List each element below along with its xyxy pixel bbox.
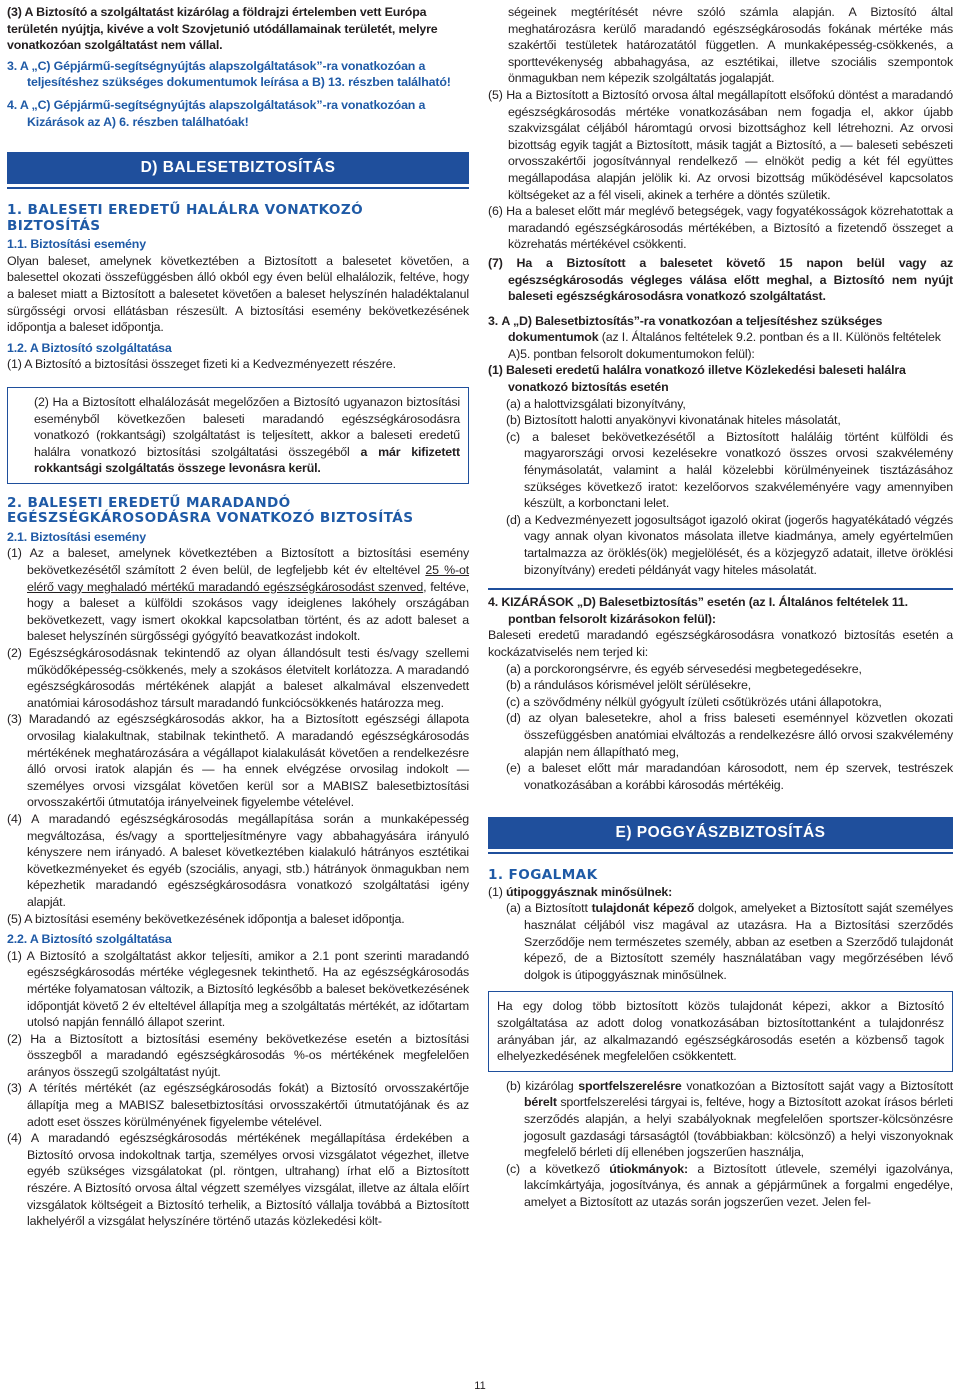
section-2-2-p2: (2) Ha a Biztosított a biztosítási esemény bekövetkezése esetén a biztosítási összegből a maradandó egészségkárosodás %-os mértékének megfelelően arányos összegű szolgáltatást nyújt. bbox=[7, 1031, 469, 1079]
section-1-1-title: 1.1. Biztosítási esemény bbox=[7, 237, 146, 252]
list-item: (e) a baleset előtt már maradandóan károsodott, nem ép szervek, testrészek vonatkozásában a korábbi károsodás mértékéig. bbox=[506, 761, 953, 792]
section-4-list bbox=[488, 661, 953, 794]
fb-post: sportfelszerelési tárgyai is, feltéve, hogy a Biztosított azokat írásos bérleti szerződés alapján, a helyi szabályoknak megfelelően sportszer-kölcsönzésre jogosult gazdasági társaságtól (továbbiakban: kölcsönző) a helyi viszonyoknak megfelelő bérleti díj ellenében jogszerűen használja, bbox=[524, 1095, 953, 1160]
section-1-title: 1. BALESETI EREDETŰ HALÁLRA VONATKOZÓ BIZTOSÍTÁS bbox=[7, 202, 364, 234]
paragraph-6: (6) Ha a baleset előtt már meglévő betegségek, vagy fogyatékosságok közrehatottak a maradandó egészségkárosodás mértékében, a Biztosító a fizetendő összeget a közrehatás mértékével csökkenti. bbox=[488, 204, 953, 252]
continued-text: ségeinek megtérítését névre szóló számla alapján. A Biztosító által meghatározásra kerülő maradandó egészségkárosodás fokának mértéke más szakértői testületek határozatától független. A munkaképesség-csökkenés, a sporttevékenység abbahagyása, az esztétikai, illetve szociális szempontok önmagukban nem képezik szolgáltatás jogalapját. bbox=[508, 5, 953, 86]
section-banner-e: E) POGGYÁSZBIZTOSÍTÁS bbox=[488, 817, 953, 849]
section-3 bbox=[488, 313, 953, 363]
banner-rule bbox=[488, 852, 953, 854]
list-item: (d) a Kedvezményezett jogosultságot igazoló okirat (jogerős hagyatékátadó végzés vagy annak olyan kivonatos másolata illetve kiadmánya, amely egyértelműen tartalmazza az öröklés(ök) megjelölését, és a közjegyző adatait, illetve öröklési bizonyítvány) eredeti példányát vagy hiteles másolatát. bbox=[506, 512, 953, 577]
reference-4-text: A „C) Gépjármű-segítségnyújtás alapszolgáltatások”-ra vonatkozóan a Kizárások az A) 6. részben találhatóak! bbox=[19, 97, 426, 129]
left-column bbox=[7, 4, 469, 1230]
fa-post: dolgok, amelyeket a Biztosított saját személyes használat céljából visz magával az utazásra. Ha a Biztosítási szerződés Szerződője nem természetes személy, abban az esetben a Szerződő tulajdonát képező, de a Biztosított személy használatában vagy megőrzésében lévő dolgok is útipoggyásznak minősülnek. bbox=[524, 901, 954, 982]
fb-bold-2: bérelt bbox=[524, 1095, 557, 1110]
box-text-regular: (2) Ha a Biztosított elhalálozását megelőzően a Biztosító ugyanazon biztosítási eseményből következően baleseti maradandó egészségkárosodásra vonatkozó (rokkantsági) szolgáltatást is teljesített, akkor a baleseti eredetű halálra vonatkozó biztosítási szolgáltatási összegéből bbox=[34, 394, 460, 459]
reference-3-number: 3. bbox=[7, 58, 18, 73]
section-4-intro: Baleseti eredetű maradandó egészségkárosodásra vonatkozó biztosítás esetén a kockázatviselés nem terjed ki: bbox=[488, 628, 953, 659]
section-1-2-title: 1.2. A Biztosító szolgáltatása bbox=[7, 340, 172, 355]
fogalmak-b bbox=[488, 1078, 953, 1161]
fb-mid: vonatkozóan a Biztosított saját vagy a Biztosított bbox=[686, 1078, 954, 1093]
intro-paragraph-3: (3) A Biztosító a szolgáltatást kizárólag a földrajzi értelemben vett Európa területén nyújtja, kivéve a volt Szovjetunió utódállamainak területét, melyre vonatkozóan szolgáltatást nem vállal. bbox=[7, 5, 438, 53]
section-3-item-1: (1) Baleseti eredetű halálra vonatkozó illetve Közlekedési baleseti halálra vonatkozó biztosítás esetén bbox=[488, 363, 906, 395]
section-3-list bbox=[488, 396, 953, 579]
section-2-1-p2: (2) Egészségkárosodásnak tekintendő az olyan állandósult testi és/vagy szellemi működőképesség-csökkenés, mely a szokásos életvitelt korlátozza. A maradandó egészségkárosodás mértékének alapját a baleset alkalmával elszenvedett anatómiai károsodáshoz társult maradandó funkciócsökkenés határozza meg. bbox=[7, 646, 469, 710]
fc-bold: útiokmányok: bbox=[609, 1161, 688, 1176]
page-number: 11 bbox=[474, 1380, 486, 1392]
banner-d-wrap bbox=[7, 152, 469, 189]
fogalmak-box bbox=[488, 991, 953, 1071]
banner-rule bbox=[7, 187, 469, 189]
reference-4-number: 4. bbox=[7, 97, 18, 112]
fa-pre: (a) a Biztosított bbox=[506, 901, 588, 916]
section-2-2-p3: (3) A térítés mértékét (az egészségkárosodás fokát) a Biztosító orvosszakértője állapítja meg a MABISZ balesetbiztosítási orvosszakértői útmutatójának és az adott eset összes körülményének figyelembe vételével. bbox=[7, 1081, 469, 1129]
fb-bold-1: sportfelszerelésre bbox=[578, 1078, 682, 1093]
section-3-number: 3. bbox=[488, 313, 499, 328]
fogalmak-box-text: Ha egy dolog több biztosított közös tulajdonát képezi, akkor a Biztosító szolgáltatása az adott dolog vonatkozásában biztosítottanként a tulajdonrész arányában jár, az alkalmazandó egészségkárosodás esetén a közbenső tagok elhelyezkedésének megfelelően csökkentett. bbox=[497, 999, 944, 1064]
list-item: (c) a baleset bekövetkezésétől a Biztosított haláláig történt külföldi és magyarországi orvosi kezelésekre vonatkozó összes orvosi szakvélemény fénymásolatát, valamint a halál közelebbi körülményeinek tisztázásához szükséges következő iratot: kezelőorvos szakvéleményére vagy amennyiben készült, a korbonctani lelet. bbox=[506, 429, 953, 511]
fogalmak-1 bbox=[488, 884, 953, 901]
fogalmak-c bbox=[488, 1161, 953, 1211]
section-banner-d: D) BALESETBIZTOSÍTÁS bbox=[7, 152, 469, 184]
s21-p1-b: , feltéve, hogy a baleset a külföldi szokásos vagy ideiglenes lakóhely országában bekövetkezett, vagy ismert okokkal kapcsolatban történt, és az adott baleset a baleset helyszínén sürgősségi gyógyító beavatkozást indokolt. bbox=[27, 579, 469, 644]
list-item: (c) a szövődmény nélkül gyógyult ízületi csőtükrözés utáni állapotokra, bbox=[506, 694, 882, 709]
section-3-bold: A „D) Balesetbiztosítás”-ra vonatkozóan a teljesítéshez szükséges dokumentumok bbox=[501, 313, 883, 345]
list-item: (d) az olyan balesetekre, ahol a friss baleseti eseménnyel közvetlen okozati összefüggésben anatómiai elváltozás a rendelkezésre álló orvosi szakvélemény alapján nem állapítható meg, bbox=[506, 711, 953, 759]
section-2-2-p1: (1) A Biztosító a szolgáltatást akkor teljesíti, amikor a 2.1 pont szerinti maradandó egészségkárosodás mértéke véglegesnek tekinthető. Ha az egészségkárosodás mértéke folyamatosan változik, a Biztosító legkésőbb a baleset bekövetkezésének időpontját követő 2 év elteltével állapítja meg a szolgáltatás mértékét, az időtartam utolsó napján fennálló állapot szerint. bbox=[7, 948, 469, 1030]
list-item: (b) Biztosított halotti anyakönyvi kivonatának hiteles másolatát, bbox=[506, 413, 841, 428]
paragraph-5: (5) Ha a Biztosított a Biztosító orvosa által megállapított elsőfokú döntést a maradandó egészségkárosodás mértéke vonatkozásában nem fogadja el, akkor újabb szakvizsgálat céljából háromtagú orvosi bizottsághoz kell létrehozni. Az orvosi bizottság egyik tagját a Biztosított, másik tagját a Biztosító, a — baleseti sebészeti orvosszakértői jogosítvánnyal rendelkező — elnököt pedig a két fél együttes megállapodása alapján jelölik ki. Az orvosi bizottság működésével kapcsolatos költségeket az a fél viseli, akinek a terhére a döntés születik. bbox=[488, 87, 953, 202]
s21-p1-underlined: 25 %-ot elérő vagy meghaladó mértékű maradandó egészségkárosodást szenved bbox=[27, 563, 470, 594]
section-2-2-p4: (4) A maradandó egészségkárosodás mértékének megállapítása érdekében a Biztosító orvosa indokoltnak tartja, személyes orvosi vizsgálatot végezhet, illetve egyéb szükséges vizsgálatokat (pl. röntgen, ultrahang) írhat elő a Biztosított részére. A Biztosító orvosa által végzett személyes vizsgálat, illetve az általa előírt vizsgálatok költségeit a Biztosító terhelik, a Biztosító vállalja továbbá a Biztosított lakhelyéről a vizsgálat helyszínére történő utazás közlekedési költ- bbox=[7, 1131, 469, 1229]
fogalmak-a bbox=[488, 900, 953, 983]
section-3-rest: (az I. Általános feltételek 9.2. pontban és a II. Különös feltételek A)5. pontban felsorolt dokumentumokon felül): bbox=[508, 330, 941, 361]
fc-post: a Biztosított útlevele, személyi igazolványa, lakcímkártyája, jogosítványa, és annak a gépjárműnek a forgalmi engedélye, amelyet a Biztosított az utazás során jogszerűen vezet. Jelen fel- bbox=[524, 1161, 954, 1209]
list-item: (a) a halottvizsgálati bizonyítvány, bbox=[506, 396, 686, 411]
section-2-title: 2. BALESETI EREDETŰ MARADANDÓ EGÉSZSÉGKÁROSODÁSRA VONATKOZÓ BIZTOSÍTÁS bbox=[7, 494, 414, 527]
fogalmak-title: 1. FOGALMAK bbox=[488, 867, 598, 884]
section-2-2-title: 2.2. A Biztosító szolgáltatása bbox=[7, 932, 172, 947]
paragraph-7: (7) Ha a Biztosított a balesetet követő 15 napon belül vagy az egészségkárosodás végleges válása előtt meghal, a Biztosító nem nyújt baleseti egészségkárosodásra vonatkozó szolgáltatást. bbox=[488, 255, 953, 304]
fa-bold: tulajdonát képező bbox=[591, 901, 695, 916]
section-1-2-p1: (1) A Biztosító a biztosítási összeget fizeti ki a Kedvezményezett részére. bbox=[7, 357, 396, 372]
section-2-1-title: 2.1. Biztosítási esemény bbox=[7, 529, 146, 544]
highlight-box bbox=[7, 387, 469, 484]
list-item: (b) a rándulásos kórismével jelölt sérülésekre, bbox=[506, 678, 751, 693]
reference-3-text: A „C) Gépjármű-segítségnyújtás alapszolgáltatások”-ra vonatkozóan a teljesítéshez szükséges dokumentumok leírása a B) 13. részben található! bbox=[19, 58, 451, 90]
reference-3 bbox=[7, 58, 469, 91]
s21-p1-a: (1) Az a baleset, amelynek következtében a Biztosított a biztosítási esemény bekövetkezésétől számított 2 éven belül, de legfeljebb két év elteltével bbox=[7, 546, 469, 578]
section-2-1-p1 bbox=[7, 545, 469, 645]
section-1-1-text: Olyan baleset, amelynek következtében a Biztosított a balesetet követően, a balesettel okozati összefüggésben álló okból egy éven belül elhalálozik, feltéve, hogy a baleset miatt a Biztosított a balesetet követően a baleset helyszínén haladéktalanul sürgősségi orvosi ellátásban részesült. A biztosítási esemény bekövetkezésének időpontja a baleset időpontja. bbox=[7, 253, 469, 335]
fb-pre: (b) kizárólag bbox=[506, 1078, 574, 1093]
reference-4 bbox=[7, 97, 469, 130]
section-4-title: 4. KIZÁRÁSOK „D) Balesetbiztosítás” esetén (az I. Általános feltételek 11. pontban felsorolt kizárásokon felül): bbox=[488, 595, 908, 626]
highlight-box-text bbox=[34, 394, 460, 477]
banner-e-wrap bbox=[488, 817, 953, 854]
fc-pre: (c) a következő bbox=[506, 1161, 600, 1176]
section-4-rule bbox=[488, 588, 953, 590]
right-column bbox=[488, 4, 953, 1211]
box-text-bold: a már kifizetett rokkantsági szolgáltatás összege levonásra kerül. bbox=[34, 444, 460, 476]
section-2-1-p3: (3) Maradandó az egészségkárosodás akkor, ha a Biztosított egészségi állapota orvosilag kialakultnak, stabilnak tekinthető. A maradandó egészségkárosodás mértékének meghatározására a végállapot kialakulását követően a rendelkezésre álló orvosi iratok alapján és — ha ennek elvégzése orvosilag indokolt — személyes orvosi vizsgálat követően kerül sor a MABISZ balesetbiztosítási orvosszakértői útmutatója irányelveinek figyelembe vételével. bbox=[7, 712, 469, 810]
fogalmak-1-number: (1) bbox=[488, 884, 503, 899]
list-item: (a) a porckorongsérvre, és egyéb sérvesedési megbetegedésekre, bbox=[506, 661, 862, 676]
section-2-1-p5: (5) A biztosítási esemény bekövetkezésének időpontja a baleset időpontja. bbox=[7, 911, 405, 926]
fogalmak-1-label: útipoggyásznak minősülnek: bbox=[506, 884, 673, 899]
section-2-1-p4: (4) A maradandó egészségkárosodás megállapítása során a munkaképesség megváltozása, és/vagy a sportteljesítményre vagy abbahagyására irányuló kényszere nem irányadó. A baleset következtében kialakuló hátrányos esztétikai következményeket és egyéb (szociális, anyagi, stb.) hátrányok önmagukban nem képezhetik maradandó egészségkárosodásra vonatkozó szolgáltatási igény alapját. bbox=[7, 811, 469, 909]
